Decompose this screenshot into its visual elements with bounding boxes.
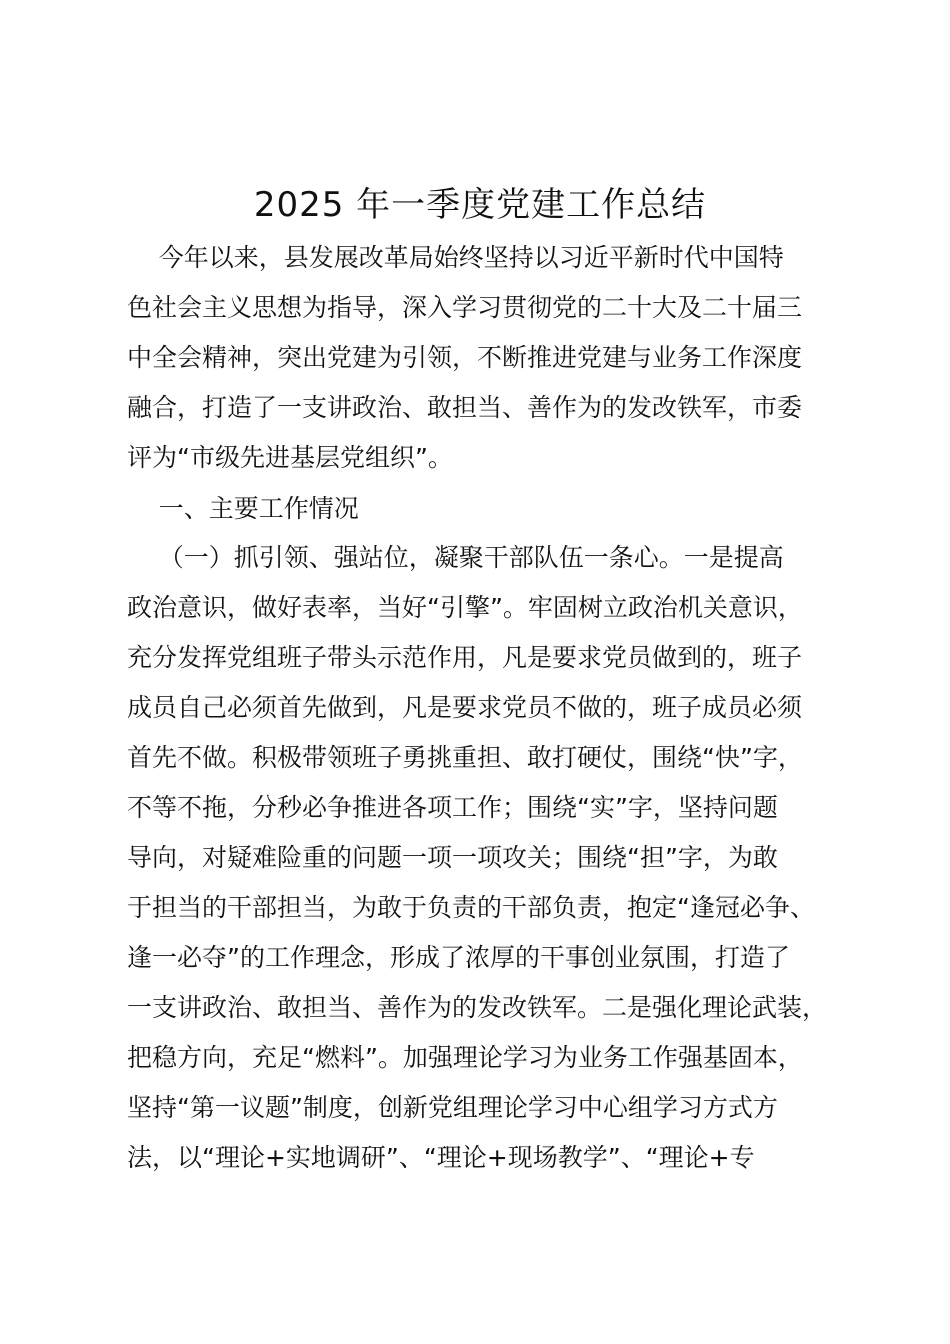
paragraph-line: 色社会主义思想为指导，深入学习贯彻党的二十大及二十届三 [127, 293, 803, 322]
paragraph-line: 首先不做。积极带领班子勇挑重担、敢打硬仗，围绕“快”字， [127, 743, 803, 772]
paragraph-line: 融合，打造了一支讲政治、敢担当、善作为的发改铁军，市委 [127, 393, 803, 422]
paragraph-line: 于担当的干部担当，为敢于负责的干部负责，抱定“逢冠必争、 [127, 893, 815, 922]
paragraph-line: 评为“市级先进基层党组织”。 [127, 443, 453, 472]
document-body [127, 233, 857, 1183]
document-title: 2025 年一季度党建工作总结 [253, 185, 707, 225]
paragraph-line: 把稳方向，充足“燃料”。加强理论学习为业务工作强基固本， [127, 1043, 803, 1072]
paragraph-line: 中全会精神，突出党建为引领，不断推进党建与业务工作深度 [127, 343, 803, 372]
paragraph-line: 今年以来，县发展改革局始终坚持以习近平新时代中国特 [127, 243, 784, 272]
section-heading: 一、主要工作情况 [127, 494, 359, 523]
paragraph-line: 坚持“第一议题”制度，创新党组理论学习中心组学习方式方 [127, 1093, 778, 1122]
paragraph-line: （一）抓引领、强站位，凝聚干部队伍一条心。一是提高 [127, 543, 784, 572]
paragraph-line: 成员自己必须首先做到，凡是要求党员不做的，班子成员必须 [127, 693, 803, 722]
paragraph-line: 充分发挥党组班子带头示范作用，凡是要求党员做到的，班子 [127, 643, 803, 672]
paragraph-line: 政治意识，做好表率，当好“引擎”。牢固树立政治机关意识， [127, 593, 803, 622]
paragraph-line: 逢一必夺”的工作理念，形成了浓厚的干事创业氛围，打造了 [127, 943, 790, 972]
paragraph-line: 一支讲政治、敢担当、善作为的发改铁军。二是强化理论武装， [127, 993, 828, 1022]
paragraph-line: 不等不拖，分秒必争推进各项工作；围绕“实”字，坚持问题 [127, 793, 778, 822]
paragraph-line: 导向，对疑难险重的问题一项一项攻关；围绕“担”字，为敢 [127, 843, 778, 872]
paragraph-line: 法，以“理论+实地调研”、“理论+现场教学”、“理论+专 [127, 1143, 755, 1172]
